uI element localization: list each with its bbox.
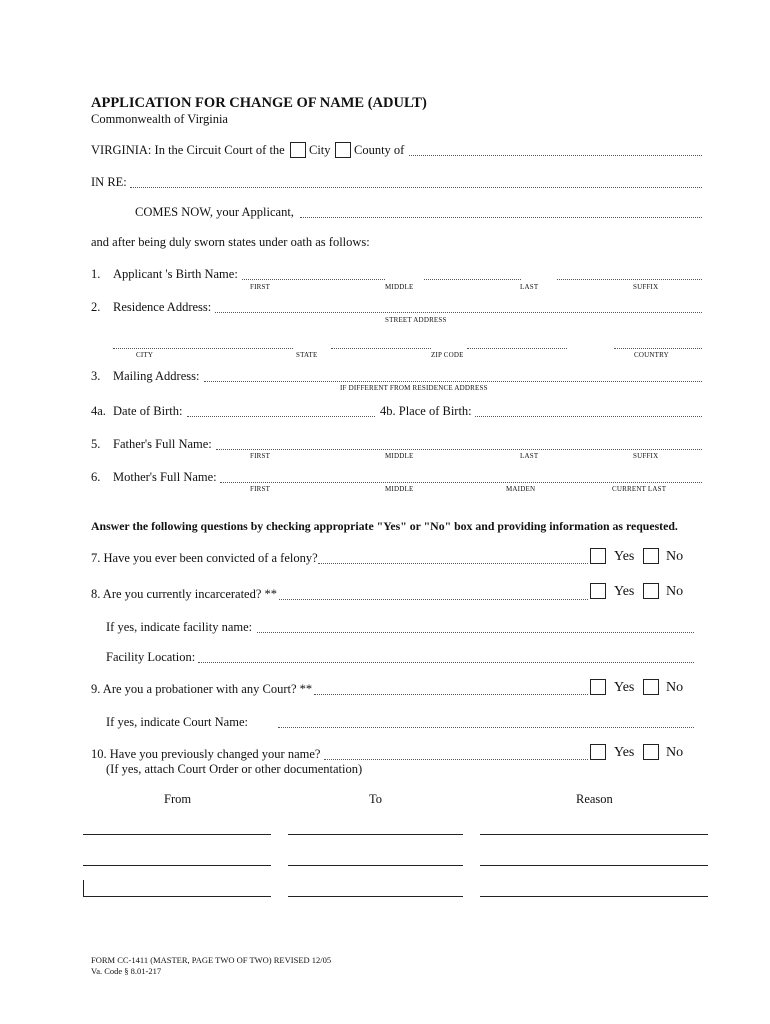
from-line-3[interactable] [83, 896, 271, 897]
form-subtitle: Commonwealth of Virginia [91, 112, 228, 126]
to-line-2[interactable] [288, 865, 463, 866]
court-prefix-label: VIRGINIA: In the Circuit Court of the [91, 143, 285, 157]
birth-name-suffix-sub: SUFFIX [633, 283, 659, 291]
mother-name-line[interactable] [220, 482, 702, 483]
state-line[interactable] [331, 348, 431, 349]
county-label: County of [354, 143, 405, 157]
q10-no-checkbox[interactable] [643, 744, 659, 760]
item6-number: 6. [91, 470, 101, 484]
q7-no-label: No [666, 549, 684, 564]
q10-note: (If yes, attach Court Order or other documentation) [106, 762, 363, 776]
father-name-line[interactable] [216, 449, 702, 450]
item2-number: 2. [91, 300, 101, 314]
text-cursor [83, 880, 84, 897]
from-line-1[interactable] [83, 834, 271, 835]
q7-yes-label: Yes [614, 549, 635, 564]
q10-yes-checkbox[interactable] [590, 744, 606, 760]
birth-name-first-sub: FIRST [250, 283, 271, 291]
mailing-address-sub: IF DIFFERENT FROM RESIDENCE ADDRESS [340, 384, 488, 392]
facility-location-label: Facility Location: [106, 650, 196, 664]
place-of-birth-label: 4b. Place of Birth: [380, 404, 472, 418]
mailing-address-line[interactable] [204, 381, 702, 382]
mailing-address-label: Mailing Address: [113, 369, 200, 383]
q8-no-label: No [666, 584, 684, 599]
form-footer-id: FORM CC-1411 (MASTER, PAGE TWO OF TWO) REVISED 12/05 [91, 955, 332, 965]
q9-yes-label: Yes [614, 680, 635, 695]
street-address-sub: STREET ADDRESS [385, 316, 447, 324]
state-sub: STATE [296, 351, 318, 359]
city-checkbox[interactable] [290, 142, 306, 158]
to-line-3[interactable] [288, 896, 463, 897]
item4a-number: 4a. [91, 404, 106, 418]
q10-yes-label: Yes [614, 745, 635, 760]
facility-name-label: If yes, indicate facility name: [106, 620, 253, 634]
birth-name-last-line[interactable] [557, 279, 702, 280]
form-footer-code: Va. Code § 8.01-217 [91, 966, 162, 976]
mother-middle-sub: MIDDLE [385, 485, 414, 493]
q9-label: 9. Are you a probationer with any Court? ** [91, 682, 313, 696]
residence-address-label: Residence Address: [113, 300, 212, 314]
zip-line[interactable] [467, 348, 567, 349]
mother-first-sub: FIRST [250, 485, 271, 493]
q7-label: 7. Have you ever been convicted of a felony? [91, 551, 318, 565]
item3-number: 3. [91, 369, 101, 383]
birth-name-middle-line[interactable] [424, 279, 521, 280]
applicant-line[interactable] [300, 217, 702, 218]
instructions: Answer the following questions by checking appropriate "Yes" or "No" box and providing information as requested. [91, 519, 678, 533]
birth-name-middle-sub: MIDDLE [385, 283, 414, 291]
facility-location-line[interactable] [198, 662, 694, 663]
from-line-2[interactable] [83, 865, 271, 866]
facility-name-line[interactable] [257, 632, 694, 633]
to-line-1[interactable] [288, 834, 463, 835]
reason-line-1[interactable] [480, 834, 708, 835]
item5-number: 5. [91, 437, 101, 451]
form-title: APPLICATION FOR CHANGE OF NAME (ADULT) [91, 95, 427, 111]
city-sub: CITY [136, 351, 154, 359]
date-of-birth-line[interactable] [187, 416, 375, 417]
q8-yes-label: Yes [614, 584, 635, 599]
reason-line-2[interactable] [480, 865, 708, 866]
q8-label: 8. Are you currently incarcerated? ** [91, 587, 278, 601]
court-name-line[interactable] [409, 155, 702, 156]
mother-name-label: Mother's Full Name: [113, 470, 217, 484]
reason-line-3[interactable] [480, 896, 708, 897]
country-sub: COUNTRY [634, 351, 669, 359]
q7-yes-checkbox[interactable] [590, 548, 606, 564]
birth-name-label: Applicant 's Birth Name: [113, 267, 238, 281]
to-header: To [369, 792, 383, 806]
q8-no-checkbox[interactable] [643, 583, 659, 599]
in-re-line[interactable] [130, 187, 702, 188]
father-suffix-sub: SUFFIX [633, 452, 659, 460]
place-of-birth-line[interactable] [475, 416, 702, 417]
q8-leader [279, 599, 588, 600]
father-last-sub: LAST [520, 452, 539, 460]
reason-header: Reason [576, 792, 613, 806]
q10-leader [324, 759, 588, 760]
sworn-statement: and after being duly sworn states under oath as follows: [91, 235, 370, 249]
q9-no-checkbox[interactable] [643, 679, 659, 695]
from-header: From [164, 792, 192, 806]
q9-yes-checkbox[interactable] [590, 679, 606, 695]
father-first-sub: FIRST [250, 452, 271, 460]
comes-now-label: COMES NOW, your Applicant, [135, 205, 294, 219]
mother-current-last-sub: CURRENT LAST [612, 485, 667, 493]
father-middle-sub: MIDDLE [385, 452, 414, 460]
q7-leader [318, 563, 588, 564]
q10-no-label: No [666, 745, 684, 760]
q8-yes-checkbox[interactable] [590, 583, 606, 599]
mother-maiden-sub: MAIDEN [506, 485, 536, 493]
birth-name-last-sub: LAST [520, 283, 539, 291]
q7-no-checkbox[interactable] [643, 548, 659, 564]
zip-sub: ZIP CODE [431, 351, 464, 359]
country-line[interactable] [614, 348, 702, 349]
q9-leader [314, 694, 588, 695]
court-name-label: If yes, indicate Court Name: [106, 715, 248, 729]
in-re-label: IN RE: [91, 175, 127, 189]
city-label: City [309, 143, 331, 157]
q9-no-label: No [666, 680, 684, 695]
county-checkbox[interactable] [335, 142, 351, 158]
street-address-line[interactable] [215, 312, 702, 313]
item1-number: 1. [91, 267, 101, 281]
date-of-birth-label: Date of Birth: [113, 404, 183, 418]
q10-label: 10. Have you previously changed your name? [91, 747, 321, 761]
birth-name-first-line[interactable] [242, 279, 385, 280]
father-name-label: Father's Full Name: [113, 437, 212, 451]
city-line[interactable] [113, 348, 293, 349]
court-name-line[interactable] [278, 727, 694, 728]
